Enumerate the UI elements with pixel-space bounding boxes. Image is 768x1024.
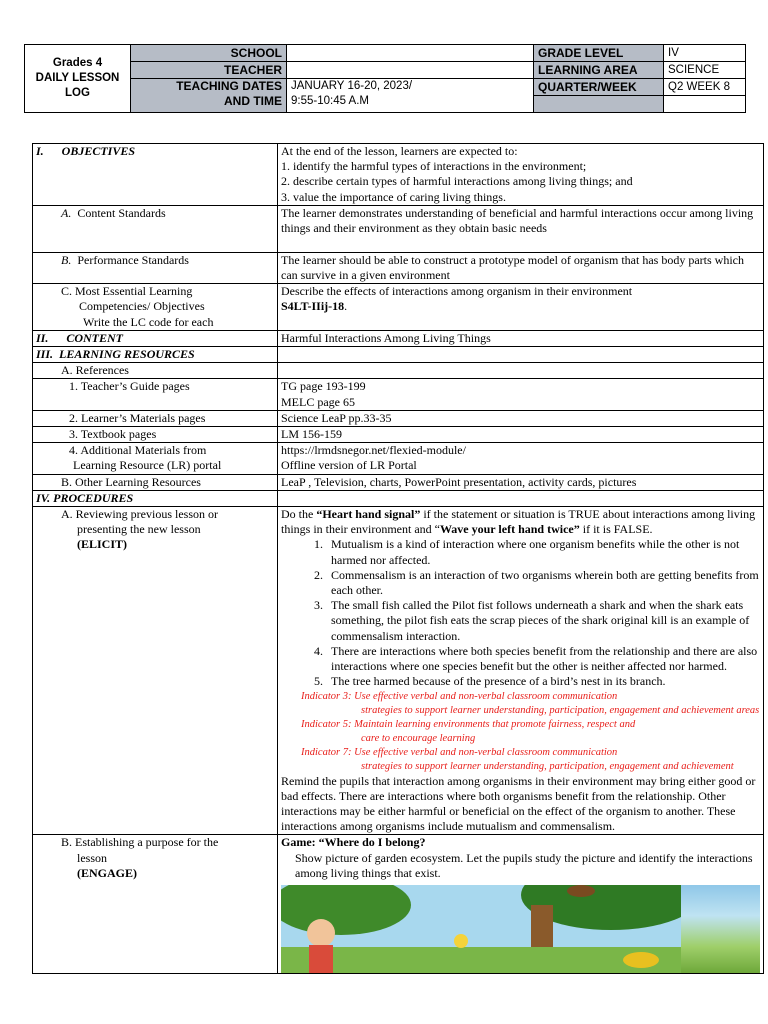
engage-content bbox=[278, 835, 764, 974]
textbook-value: LM 156-159 bbox=[278, 427, 764, 443]
additional-label-line: Learning Resource (LR) portal bbox=[73, 458, 222, 473]
game-title: Game: “Where do I belong? bbox=[281, 835, 426, 850]
references-label: A. References bbox=[33, 363, 278, 379]
wave-left-hand: Wave your left hand twice” bbox=[439, 522, 580, 537]
list-item: 3. The small fish called the Pilot fist follows underneath a shark and when the shark eats something, the pilot fish eats the scrap pieces of the shark original kill is an example of commensalism interaction. bbox=[326, 598, 760, 644]
title-line-1: Grades 4 bbox=[52, 57, 103, 69]
grade-level-value[interactable]: IV bbox=[664, 45, 746, 62]
objectives-line: 1. identify the harmful types of interactions in the environment; bbox=[281, 159, 587, 174]
elicit-label-line: A. Reviewing previous lesson or bbox=[61, 507, 218, 522]
additional-label-line: 4. Additional Materials from bbox=[69, 443, 207, 458]
content-standards-row bbox=[33, 205, 764, 252]
lr-portal-link[interactable]: https://lrmdsnegor.net/flexied-module/ bbox=[281, 443, 466, 458]
teachers-guide-value bbox=[278, 379, 764, 410]
elicit-row bbox=[33, 507, 764, 835]
objectives-line: 2. describe certain types of harmful interactions among living things; and bbox=[281, 174, 633, 189]
references-blank bbox=[278, 363, 764, 379]
list-item: 1. Mutualism is a kind of interaction where one organism benefits while the other is not harmed nor affected. bbox=[326, 537, 760, 567]
other-resources-value: LeaP , Television, charts, PowerPoint presentation, activity cards, pictures bbox=[278, 474, 764, 490]
procedures-blank bbox=[278, 490, 764, 506]
game-instructions: Show picture of garden ecosystem. Let the pupils study the picture and identify the interactions among living things that exist. bbox=[295, 850, 753, 880]
lc-code-period: . bbox=[344, 299, 348, 314]
indicator-5: Indicator 5: Maintain learning environments that promote fairness, respect and care to encourage learning bbox=[301, 718, 636, 744]
procedures-label: PROCEDURES bbox=[53, 490, 134, 505]
learning-area-value[interactable]: SCIENCE bbox=[664, 62, 746, 79]
learning-resources-heading bbox=[33, 347, 278, 363]
dates-value-line-2: 9:55-10:45 A.M bbox=[291, 95, 369, 107]
quarter-blank-value bbox=[664, 96, 746, 113]
elicit-instructions: Do the “Heart hand signal” if the statement or situation is TRUE about interactions among living things in their environment and “Wave your left hand twice” if it is FALSE. bbox=[281, 507, 756, 537]
dates-label-line-2: AND TIME bbox=[224, 94, 282, 108]
learners-materials-label: 2. Learner’s Materials pages bbox=[33, 410, 278, 426]
content-standards-text: The learner demonstrates understanding of beneficial and harmful interactions occur among living things and their environment as they obtain basic needs bbox=[278, 205, 764, 252]
teachers-guide-row bbox=[33, 379, 764, 410]
resources-num: III. bbox=[36, 347, 54, 362]
header-table bbox=[24, 44, 746, 113]
performance-standards-row bbox=[33, 252, 764, 283]
objectives-heading bbox=[33, 144, 278, 206]
lesson-table bbox=[32, 143, 764, 974]
procedures-num: IV. bbox=[36, 490, 51, 505]
indicator-7: Indicator 7: Use effective verbal and non-verbal classroom communication strategies to support learner understanding, participation, engagement and achievement bbox=[301, 746, 734, 772]
elicit-tag: (ELICIT) bbox=[77, 537, 128, 552]
dates-label-line-1: TEACHING DATES bbox=[176, 79, 282, 93]
list-item: 2. Commensalism is an interaction of two organisms wherein both are getting benefits from each other. bbox=[326, 568, 760, 598]
competencies-label-line: Competencies/ Objectives bbox=[79, 299, 205, 314]
competencies-label-line: C. Most Essential Learning bbox=[61, 284, 193, 299]
additional-materials-label bbox=[33, 443, 278, 474]
procedures-heading bbox=[33, 490, 278, 506]
school-label: SCHOOL bbox=[131, 45, 287, 62]
lc-code: S4LT-IIij-18 bbox=[281, 299, 345, 314]
quarter-week-value[interactable]: Q2 WEEK 8 bbox=[664, 79, 746, 96]
content-label: CONTENT bbox=[66, 330, 124, 345]
learning-resources-row bbox=[33, 347, 764, 363]
elicit-label-line: presenting the new lesson bbox=[77, 522, 201, 537]
content-heading bbox=[33, 330, 278, 346]
textbook-label: 3. Textbook pages bbox=[33, 427, 278, 443]
elicit-content bbox=[278, 507, 764, 835]
teaching-dates-label bbox=[131, 79, 287, 113]
content-text: Harmful Interactions Among Living Things bbox=[278, 330, 764, 346]
school-value[interactable] bbox=[287, 45, 534, 62]
offline-lr-portal: Offline version of LR Portal bbox=[281, 458, 417, 473]
log-title bbox=[25, 45, 131, 113]
objectives-num: I. bbox=[36, 144, 44, 158]
heart-hand-signal: “Heart hand signal” bbox=[316, 507, 421, 522]
performance-standards-label bbox=[33, 252, 278, 283]
quarter-week-label: QUARTER/WEEK bbox=[534, 79, 664, 96]
procedures-row bbox=[33, 490, 764, 506]
teachers-guide-label: 1. Teacher’s Guide pages bbox=[33, 379, 278, 410]
content-standards-label bbox=[33, 205, 278, 252]
textbook-row bbox=[33, 427, 764, 443]
title-line-2: DAILY LESSON bbox=[35, 72, 120, 84]
additional-materials-row bbox=[33, 443, 764, 474]
competencies-text bbox=[278, 284, 764, 331]
list-item: 5. The tree harmed because of the presence of a bird’s nest in its branch. bbox=[326, 674, 760, 689]
performance-standards-title: Performance Standards bbox=[77, 252, 189, 267]
content-standards-letter: A. bbox=[61, 205, 72, 220]
objectives-line: At the end of the lesson, learners are expected to: bbox=[281, 144, 518, 158]
learning-resources-blank bbox=[278, 347, 764, 363]
title-line-3: LOG bbox=[65, 87, 90, 99]
teaching-dates-value[interactable] bbox=[287, 79, 534, 113]
references-row bbox=[33, 363, 764, 379]
competencies-label bbox=[33, 284, 278, 331]
additional-materials-value bbox=[278, 443, 764, 474]
performance-standards-letter: B. bbox=[61, 252, 72, 267]
objectives-label: OBJECTIVES bbox=[61, 144, 136, 158]
engage-tag: (ENGAGE) bbox=[77, 865, 137, 880]
competencies-label-line: Write the LC code for each bbox=[83, 314, 214, 329]
content-row bbox=[33, 330, 764, 346]
tg-page: TG page 193-199 bbox=[281, 379, 366, 394]
elicit-label bbox=[33, 507, 278, 835]
content-num: II. bbox=[36, 330, 49, 345]
learning-area-label: LEARNING AREA bbox=[534, 62, 664, 79]
competencies-row bbox=[33, 284, 764, 331]
objectives-line: 3. value the importance of caring living things. bbox=[281, 189, 506, 204]
indicator-3: Indicator 3: Use effective verbal and non-verbal classroom communication strategies to support learner understanding, participation, engagement and achievement areas bbox=[301, 690, 760, 716]
grade-level-label: GRADE LEVEL bbox=[534, 45, 664, 62]
garden-illustration bbox=[281, 885, 681, 973]
objectives-text bbox=[278, 144, 764, 206]
resources-label: LEARNING RESOURCES bbox=[59, 347, 195, 362]
statements-list bbox=[281, 537, 760, 689]
engage-row bbox=[33, 835, 764, 974]
list-item: 4. There are interactions where both species benefit from the relationship and there are also interactions where one species benefit but the other is neither affected nor harmed. bbox=[326, 644, 760, 674]
melc-page: MELC page 65 bbox=[281, 394, 355, 409]
other-resources-label: B. Other Learning Resources bbox=[33, 474, 278, 490]
quarter-blank-cell bbox=[534, 96, 664, 113]
engage-label-line: lesson bbox=[77, 850, 107, 865]
teacher-value[interactable] bbox=[287, 62, 534, 79]
learners-materials-row bbox=[33, 410, 764, 426]
remind-paragraph: Remind the pupils that interaction among organisms in their environment may bring either good or bad effects. There are interactions where both organisms benefit from the relationship. Other interactions may be either harmful or beneficial on the effect of the organism to another. These interactions among organisms include mutualism and commensalism. bbox=[281, 773, 756, 834]
engage-label bbox=[33, 835, 278, 974]
competencies-description: Describe the effects of interactions among organism in their environment bbox=[281, 284, 633, 299]
garden-ecosystem-picture bbox=[281, 885, 760, 973]
content-standards-title: Content Standards bbox=[77, 205, 166, 220]
learners-materials-value: Science LeaP pp.33-35 bbox=[278, 410, 764, 426]
performance-standards-text: The learner should be able to construct a prototype model of organism that has body parts which can survive in a given environment bbox=[278, 252, 764, 283]
dates-value-line-1: JANUARY 16-20, 2023/ bbox=[291, 80, 413, 92]
other-resources-row bbox=[33, 474, 764, 490]
objectives-row bbox=[33, 144, 764, 206]
teacher-label: TEACHER bbox=[131, 62, 287, 79]
engage-label-line: B. Establishing a purpose for the bbox=[61, 835, 219, 850]
